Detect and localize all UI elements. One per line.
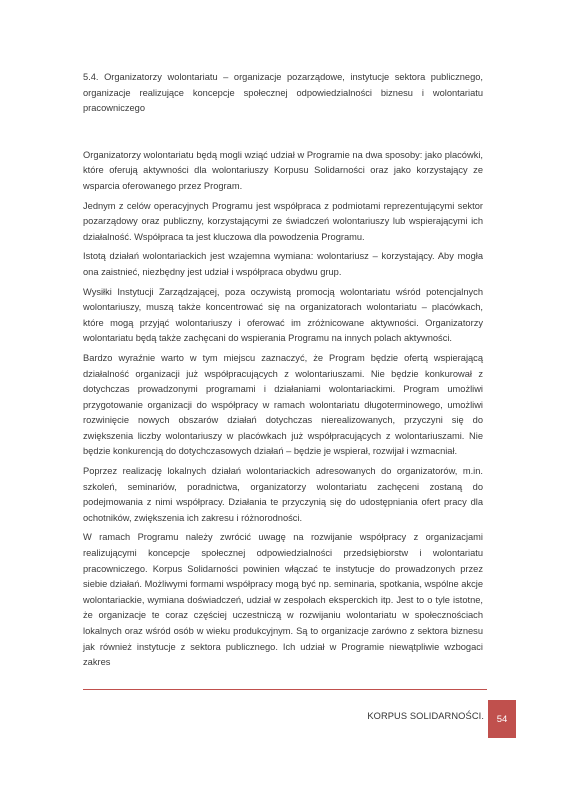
- page-number-badge: [488, 700, 516, 738]
- paragraph-4: Wysiłki Instytucji Zarządzającej, poza oczywistą promocją wolontariatu wśród potencjalnych wolontariuszy, muszą także koncentrować się na organizatorach wolontariatu – placówkach, które mogą przyjąć wolontariuszy i oferować im zróżnicowane aktywności. Organizatorzy wolontariatu będą także zachęcani do wspierania Programu na innych polach aktywności.: [83, 286, 483, 344]
- paragraph-5: Bardzo wyraźnie warto w tym miejscu zaznaczyć, że Program będzie ofertą wspierającą działalność organizacji już współpracujących z wolontariuszami. Nie będzie konkurował z dotychczas prowadzonymi programami i działaniami wolontariackimi. Program umożliwi przygotowanie organizacji do współpracy w ramach wolontariatu długoterminowego, umożliwi rozwinięcie nowych obszarów działań dotychczas nierealizowanych, przyczyni się do zwiększenia liczby wolontariuszy w placówkach już współpracujących z wolontariuszami. Nie będzie konkurencją do dotychczasowych działań – będzie je wspierał, rozwijał i wzmacniał.: [83, 352, 483, 457]
- page-number: 54: [496, 713, 508, 725]
- paragraph-2: Jednym z celów operacyjnych Programu jest współpraca z podmiotami reprezentującymi sektor pozarządowy oraz publiczny, korzystającymi ze świadczeń wolontariuszy lub wspierającymi ich działalność. Współpraca ta jest kluczowa dla powodzenia Programu.: [83, 200, 483, 242]
- footer-divider: [83, 689, 487, 690]
- paragraph-6: Poprzez realizację lokalnych działań wolontariackich adresowanych do organizatorów, m.in. szkoleń, seminariów, poradnictwa, organizatorzy wolontariatu zachęceni zostaną do podejmowania z nimi współpracy. Działania te przyczynią się do udostępniania ofert pracy dla ochotników, zwiększenia ich zakresu i różnorodności.: [83, 466, 483, 523]
- section-heading: 5.4. Organizatorzy wolontariatu – organizacje pozarządowe, instytucje sektora publicznego, organizacje realizujące koncepcje społecznej odpowiedzialności biznesu i wolontariatu pracowniczego: [83, 72, 483, 114]
- paragraph-1: Organizatorzy wolontariatu będą mogli wziąć udział w Programie na dwa sposoby: jako placówki, które oferują aktywności dla wolontariuszy Korpusu Solidarności oraz jako korzystający ze wsparcia oferowanego przez Program.: [83, 149, 483, 191]
- page-content: [83, 70, 483, 675]
- paragraph-7: W ramach Programu należy zwrócić uwagę na rozwijanie współpracy z organizacjami realizującymi koncepcje społecznej odpowiedzialności przedsiębiorstw i wolontariatu pracowniczego. Korpus Solidarności powinien włączać te instytucje do prowadzonych przez siebie działań. Możliwymi formami współpracy mogą być np. seminaria, spotkania, wspólne akcje wolontariackie, wymiana doświadczeń, udział w zespołach eksperckich itp. Jest to o tyle istotne, że organizacje te coraz częściej uczestniczą w rozwijaniu wolontariatu w społecznościach lokalnych oraz wśród osób w wieku produkcyjnym. Są to organizacje zarówno z sektora biznesu jak również instytucje z sektora publicznego. Ich udział w Programie niewątpliwie wzbogaci zakres: [83, 532, 483, 668]
- paragraph-3: Istotą działań wolontariackich jest wzajemna wymiana: wolontariusz – korzystający. Aby mogła ona zaistnieć, niezbędny jest udział i współpraca obydwu grup.: [83, 251, 483, 277]
- footer-label: KORPUS SOLIDARNOŚCI.: [367, 711, 484, 721]
